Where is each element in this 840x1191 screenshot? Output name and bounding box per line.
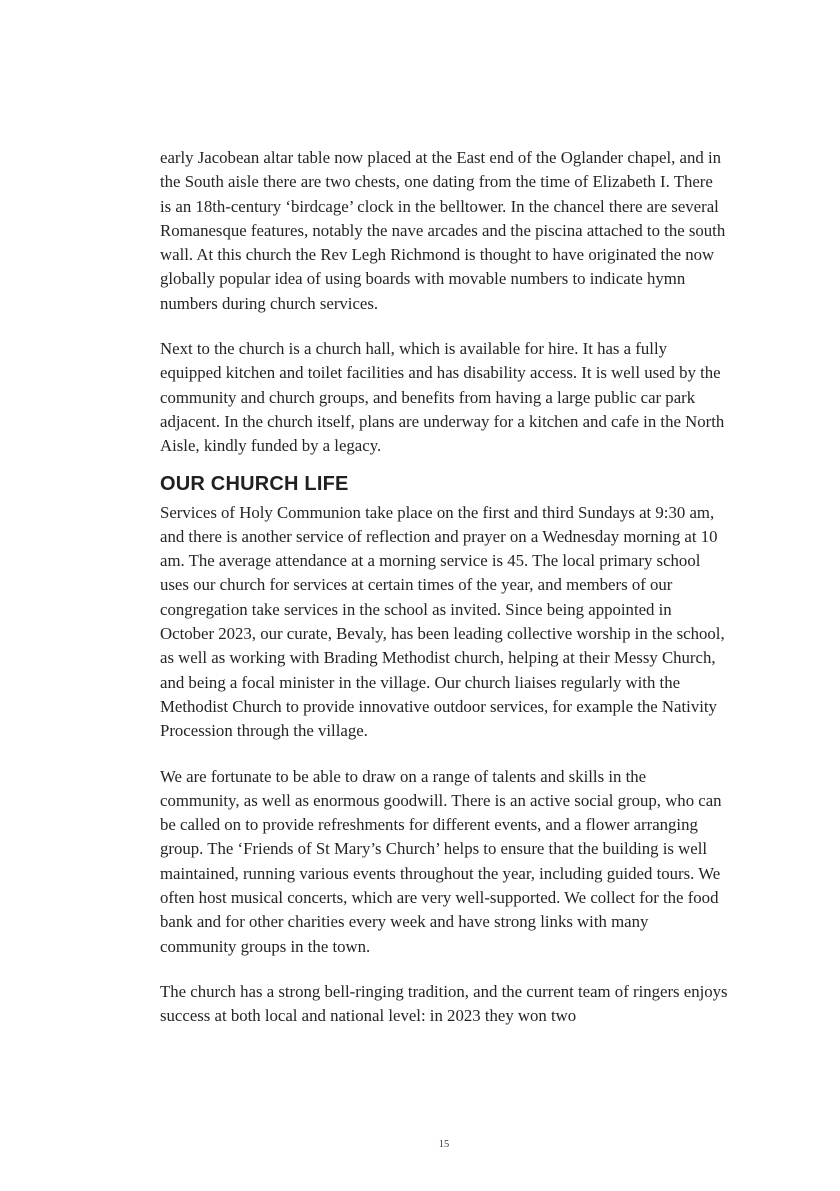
paragraph-church-features: early Jacobean altar table now placed at the East end of the Oglander chapel, and in the South aisle there are two chests, one dating from the time of Elizabeth I. There is an 18th-century ‘birdcage’ clock in the belltower. In the chancel there are several Romanesque features, notably the nave arcades and the piscina attached to the south wall. At this church the Rev Legh Richmond is thought to have originated the now globally popular idea of using boards with movable numbers to indicate hymn numbers during church services. [160, 148, 726, 313]
paragraph-services: Services of Holy Communion take place on the first and third Sundays at 9:30 am, and there is another service of reflection and prayer on a Wednesday morning at 10 am. The average attendance at a morning service is 45. The local primary school uses our church for services at certain times of the year, and members of our congregation take services in the school as invited. Since being appointed in October 2023, our curate, Bevaly, has been leading collective worship in the school, as well as working with Brading Methodist church, helping at their Messy Church, and being a focal minister in the village. Our church liaises regularly with the Methodist Church to provide innovative outdoor services, for example the Nativity Procession through the village. [160, 502, 725, 741]
paragraph-community-talents: We are fortunate to be able to draw on a range of talents and skills in the community, as well as enormous goodwill. There is an active social group, who can be called on to provide refreshments for different events, and a flower arranging group. The ‘Friends of St Mary’s Church’ helps to ensure that the building is well maintained, running various events throughout the year, including guided tours. We often host musical concerts, which are very well-supported. We collect for the food bank and for other charities every week and have strong links with many community groups in the town. [160, 766, 722, 956]
page-content [160, 146, 728, 1029]
paragraph-bell-ringing: The church has a strong bell-ringing tradition, and the current team of ringers enjoys success at both local and national level: in 2023 they won two [160, 981, 728, 1026]
section-heading-our-church-life: OUR CHURCH LIFE [160, 472, 349, 495]
page-number: 15 [438, 1139, 450, 1150]
paragraph-church-hall: Next to the church is a church hall, which is available for hire. It has a fully equipped kitchen and toilet facilities and has disability access. It is well used by the community and church groups, and benefits from having a large public car park adjacent. In the church itself, plans are underway for a kitchen and cafe in the North Aisle, kindly funded by a legacy. [160, 339, 725, 456]
